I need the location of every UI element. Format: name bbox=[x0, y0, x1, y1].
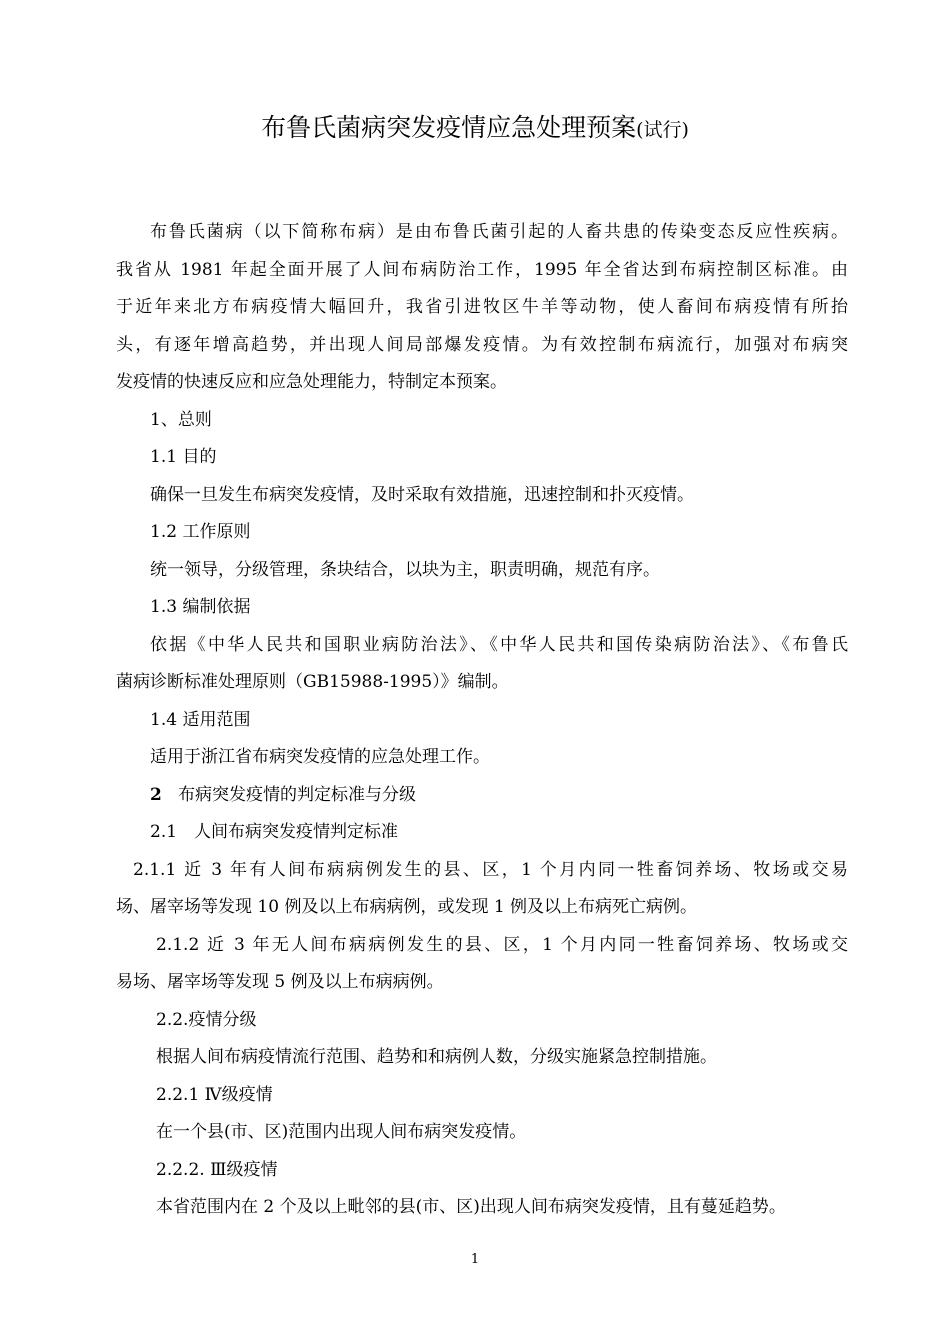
title-suffix: (试行) bbox=[636, 119, 689, 141]
intro-line-5: 发疫情的快速反应和应急处理能力，特制定本预案。 bbox=[116, 372, 507, 392]
section-heading-1-1: 1.1 目的 bbox=[150, 447, 217, 467]
document-body bbox=[116, 214, 848, 1227]
title-main: 布鲁氏菌病突发疫情应急处理预案 bbox=[261, 113, 637, 142]
section-heading-2-2-1: 2.2.1 Ⅳ级疫情 bbox=[156, 1084, 273, 1105]
section-heading-1-3: 1.3 编制依据 bbox=[150, 597, 251, 617]
intro-line-1: 布鲁氏菌病（以下简称布病）是由布鲁氏菌引起的人畜共患的传染变态反应性疾病。 bbox=[150, 222, 848, 242]
section-text-2-1-1-line-1: 2.1.1 近 3 年有人间布病病例发生的县、区，1 个月内同一牲畜饲养场、牧场或交易 bbox=[133, 859, 848, 880]
section-text-1-2: 统一领导，分级管理，条块结合，以块为主，职责明确，规范有序。 bbox=[150, 559, 660, 580]
section-text-2-2: 根据人间布病疫情流行范围、趋势和和病例人数，分级实施紧急控制措施。 bbox=[156, 1047, 717, 1067]
section-text-2-1-1-line-2: 场、屠宰场等发现 10 例及以上布病病例，或发现 1 例及以上布病死亡病例。 bbox=[116, 897, 698, 917]
section-text-2-1-2-line-1: 2.1.2 近 3 年无人间布病病例发生的县、区，1 个月内同一牲畜饲养场、牧场或交 bbox=[156, 934, 848, 955]
section-text-2-2-2: 本省范围内在 2 个及以上毗邻的县(市、区)出现人间布病突发疫情，且有蔓延趋势。 bbox=[156, 1197, 786, 1217]
section-heading-2-2-2: 2.2.2. Ⅲ级疫情 bbox=[156, 1159, 278, 1180]
section-heading-2-2: 2.2.疫情分级 bbox=[156, 1009, 257, 1030]
section-heading-2-1: 2.1 人间布病突发疫情判定标准 bbox=[150, 822, 399, 842]
section-text-1-4: 适用于浙江省布病突发疫情的应急处理工作。 bbox=[150, 747, 490, 767]
section-text-2-2-1: 在一个县(市、区)范围内出现人间布病突发疫情。 bbox=[156, 1122, 527, 1142]
section-text-1-3-line-2: 菌病诊断标准处理原则（GB15988-1995）》编制。 bbox=[116, 672, 509, 692]
section-heading-1-4: 1.4 适用范围 bbox=[150, 709, 251, 730]
section-2-title: 布病突发疫情的判定标准与分级 bbox=[178, 784, 417, 805]
page-title bbox=[0, 108, 950, 144]
intro-line-4: 头，有逐年增高趋势，并出现人间局部爆发疫情。为有效控制布病流行，加强对布病突 bbox=[116, 334, 848, 355]
intro-line-3: 于近年来北方布病疫情大幅回升，我省引进牧区牛羊等动物，使人畜间布病疫情有所抬 bbox=[116, 297, 848, 317]
section-2-number: 2 bbox=[150, 784, 162, 805]
section-heading-1: 1、总则 bbox=[150, 409, 212, 430]
section-text-1-1: 确保一旦发生布病突发疫情，及时采取有效措施，迅速控制和扑灭疫情。 bbox=[150, 484, 694, 505]
section-text-2-1-2-line-2: 易场、屠宰场等发现 5 例及以上布病病例。 bbox=[116, 972, 444, 992]
page-number: 1 bbox=[470, 1252, 480, 1267]
section-text-1-3-line-1: 依据《中华人民共和国职业病防治法》、《中华人民共和国传染病防治法》、《布鲁氏 bbox=[150, 634, 848, 655]
section-heading-2 bbox=[116, 777, 848, 815]
intro-line-2: 我省从 1981 年起全面开展了人间布病防治工作，1995 年全省达到布病控制区标准。由 bbox=[116, 259, 848, 280]
section-heading-1-2: 1.2 工作原则 bbox=[150, 522, 251, 542]
